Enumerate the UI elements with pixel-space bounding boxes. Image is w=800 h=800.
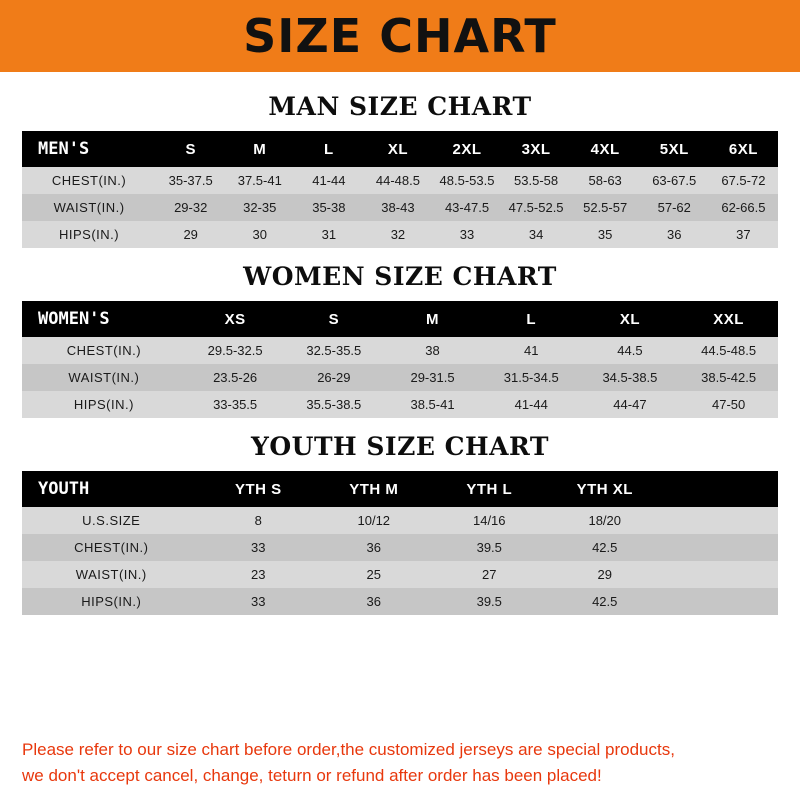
cell: 29-32 <box>156 194 225 221</box>
cell: 42.5 <box>547 534 662 561</box>
col-header-s: S <box>156 131 225 167</box>
cell: 34.5-38.5 <box>581 364 680 391</box>
row-label-chest: CHEST(IN.) <box>22 534 201 561</box>
row-label-waist: WAIST(IN.) <box>22 561 201 588</box>
cell: 29-31.5 <box>383 364 482 391</box>
banner <box>0 0 800 72</box>
cell: 31 <box>294 221 363 248</box>
section-title-youth: YOUTH SIZE CHART <box>251 432 549 461</box>
col-header-empty <box>662 471 778 507</box>
cell: 36 <box>316 534 431 561</box>
row-label-chest: CHEST(IN.) <box>22 337 186 364</box>
col-header-m: M <box>225 131 294 167</box>
cell: 48.5-53.5 <box>432 167 501 194</box>
col-header-mens: MEN'S <box>22 131 156 167</box>
cell: 63-67.5 <box>640 167 709 194</box>
cell: 44.5-48.5 <box>679 337 778 364</box>
cell: 35.5-38.5 <box>284 391 383 418</box>
col-header-yth-l: YTH L <box>432 471 547 507</box>
section-women <box>22 262 778 418</box>
col-header-3xl: 3XL <box>502 131 571 167</box>
table-row <box>22 194 778 221</box>
cell: 29.5-32.5 <box>186 337 285 364</box>
cell: 29 <box>547 561 662 588</box>
cell: 14/16 <box>432 507 547 534</box>
section-title-women: WOMEN SIZE CHART <box>243 262 557 291</box>
cell: 42.5 <box>547 588 662 615</box>
row-label-hips: HIPS(IN.) <box>22 588 201 615</box>
row-label-waist: WAIST(IN.) <box>22 194 156 221</box>
cell: 32-35 <box>225 194 294 221</box>
section-title-man: MAN SIZE CHART <box>268 92 532 121</box>
cell: 29 <box>156 221 225 248</box>
row-label-waist: WAIST(IN.) <box>22 364 186 391</box>
cell: 35 <box>571 221 640 248</box>
cell: 25 <box>316 561 431 588</box>
cell: 47-50 <box>679 391 778 418</box>
cell: 33 <box>201 534 316 561</box>
row-label-chest: CHEST(IN.) <box>22 167 156 194</box>
cell: 35-38 <box>294 194 363 221</box>
cell: 33 <box>432 221 501 248</box>
row-label-hips: HIPS(IN.) <box>22 391 186 418</box>
col-header-xl: XL <box>581 301 680 337</box>
col-header-2xl: 2XL <box>432 131 501 167</box>
cell: 44.5 <box>581 337 680 364</box>
table-row <box>22 507 778 534</box>
row-label-hips: HIPS(IN.) <box>22 221 156 248</box>
cell: 37 <box>709 221 778 248</box>
cell: 41-44 <box>482 391 581 418</box>
table-row <box>22 221 778 248</box>
cell: 67.5-72 <box>709 167 778 194</box>
cell: 43-47.5 <box>432 194 501 221</box>
cell: 52.5-57 <box>571 194 640 221</box>
cell: 41 <box>482 337 581 364</box>
cell: 23.5-26 <box>186 364 285 391</box>
row-label-us-size: U.S.SIZE <box>22 507 201 534</box>
cell: 30 <box>225 221 294 248</box>
cell: 32 <box>363 221 432 248</box>
cell: 41-44 <box>294 167 363 194</box>
cell: 44-48.5 <box>363 167 432 194</box>
table-row <box>22 167 778 194</box>
cell <box>662 534 778 561</box>
col-header-xxl: XXL <box>679 301 778 337</box>
cell: 27 <box>432 561 547 588</box>
col-header-yth-xl: YTH XL <box>547 471 662 507</box>
cell: 10/12 <box>316 507 431 534</box>
table-row <box>22 364 778 391</box>
col-header-youth: YOUTH <box>22 471 201 507</box>
cell: 37.5-41 <box>225 167 294 194</box>
col-header-6xl: 6XL <box>709 131 778 167</box>
cell: 53.5-58 <box>502 167 571 194</box>
cell: 23 <box>201 561 316 588</box>
cell: 47.5-52.5 <box>502 194 571 221</box>
cell: 36 <box>640 221 709 248</box>
cell: 8 <box>201 507 316 534</box>
table-row <box>22 588 778 615</box>
cell: 38.5-41 <box>383 391 482 418</box>
cell: 32.5-35.5 <box>284 337 383 364</box>
cell: 26-29 <box>284 364 383 391</box>
cell: 58-63 <box>571 167 640 194</box>
cell: 38.5-42.5 <box>679 364 778 391</box>
banner-band-left <box>0 0 210 72</box>
banner-band-right <box>590 0 800 72</box>
page-title: SIZE CHART <box>243 9 557 63</box>
cell <box>662 561 778 588</box>
cell: 31.5-34.5 <box>482 364 581 391</box>
table-header-row <box>22 471 778 507</box>
table-header-row <box>22 301 778 337</box>
col-header-s: S <box>284 301 383 337</box>
table-row <box>22 391 778 418</box>
cell: 34 <box>502 221 571 248</box>
cell: 18/20 <box>547 507 662 534</box>
man-size-table <box>22 131 778 248</box>
cell: 38 <box>383 337 482 364</box>
col-header-5xl: 5XL <box>640 131 709 167</box>
table-row <box>22 534 778 561</box>
women-size-table <box>22 301 778 418</box>
cell: 39.5 <box>432 534 547 561</box>
section-youth <box>22 432 778 615</box>
cell: 44-47 <box>581 391 680 418</box>
cell: 35-37.5 <box>156 167 225 194</box>
cell: 38-43 <box>363 194 432 221</box>
col-header-m: M <box>383 301 482 337</box>
footer-note-line1: Please refer to our size chart before order,the customized jerseys are special products, <box>22 740 675 759</box>
cell: 57-62 <box>640 194 709 221</box>
table-row <box>22 337 778 364</box>
col-header-yth-m: YTH M <box>316 471 431 507</box>
col-header-womens: WOMEN'S <box>22 301 186 337</box>
table-header-row <box>22 131 778 167</box>
col-header-l: L <box>294 131 363 167</box>
col-header-l: L <box>482 301 581 337</box>
cell: 36 <box>316 588 431 615</box>
cell: 39.5 <box>432 588 547 615</box>
cell: 33 <box>201 588 316 615</box>
cell <box>662 588 778 615</box>
section-man <box>22 92 778 248</box>
col-header-yth-s: YTH S <box>201 471 316 507</box>
col-header-4xl: 4XL <box>571 131 640 167</box>
cell: 62-66.5 <box>709 194 778 221</box>
youth-size-table <box>22 471 778 615</box>
col-header-xl: XL <box>363 131 432 167</box>
col-header-xs: XS <box>186 301 285 337</box>
cell <box>662 507 778 534</box>
table-row <box>22 561 778 588</box>
footer-note-line2: we don't accept cancel, change, teturn or refund after order has been placed! <box>22 765 602 785</box>
cell: 33-35.5 <box>186 391 285 418</box>
chart-content <box>0 72 800 727</box>
footer-note <box>0 727 800 800</box>
